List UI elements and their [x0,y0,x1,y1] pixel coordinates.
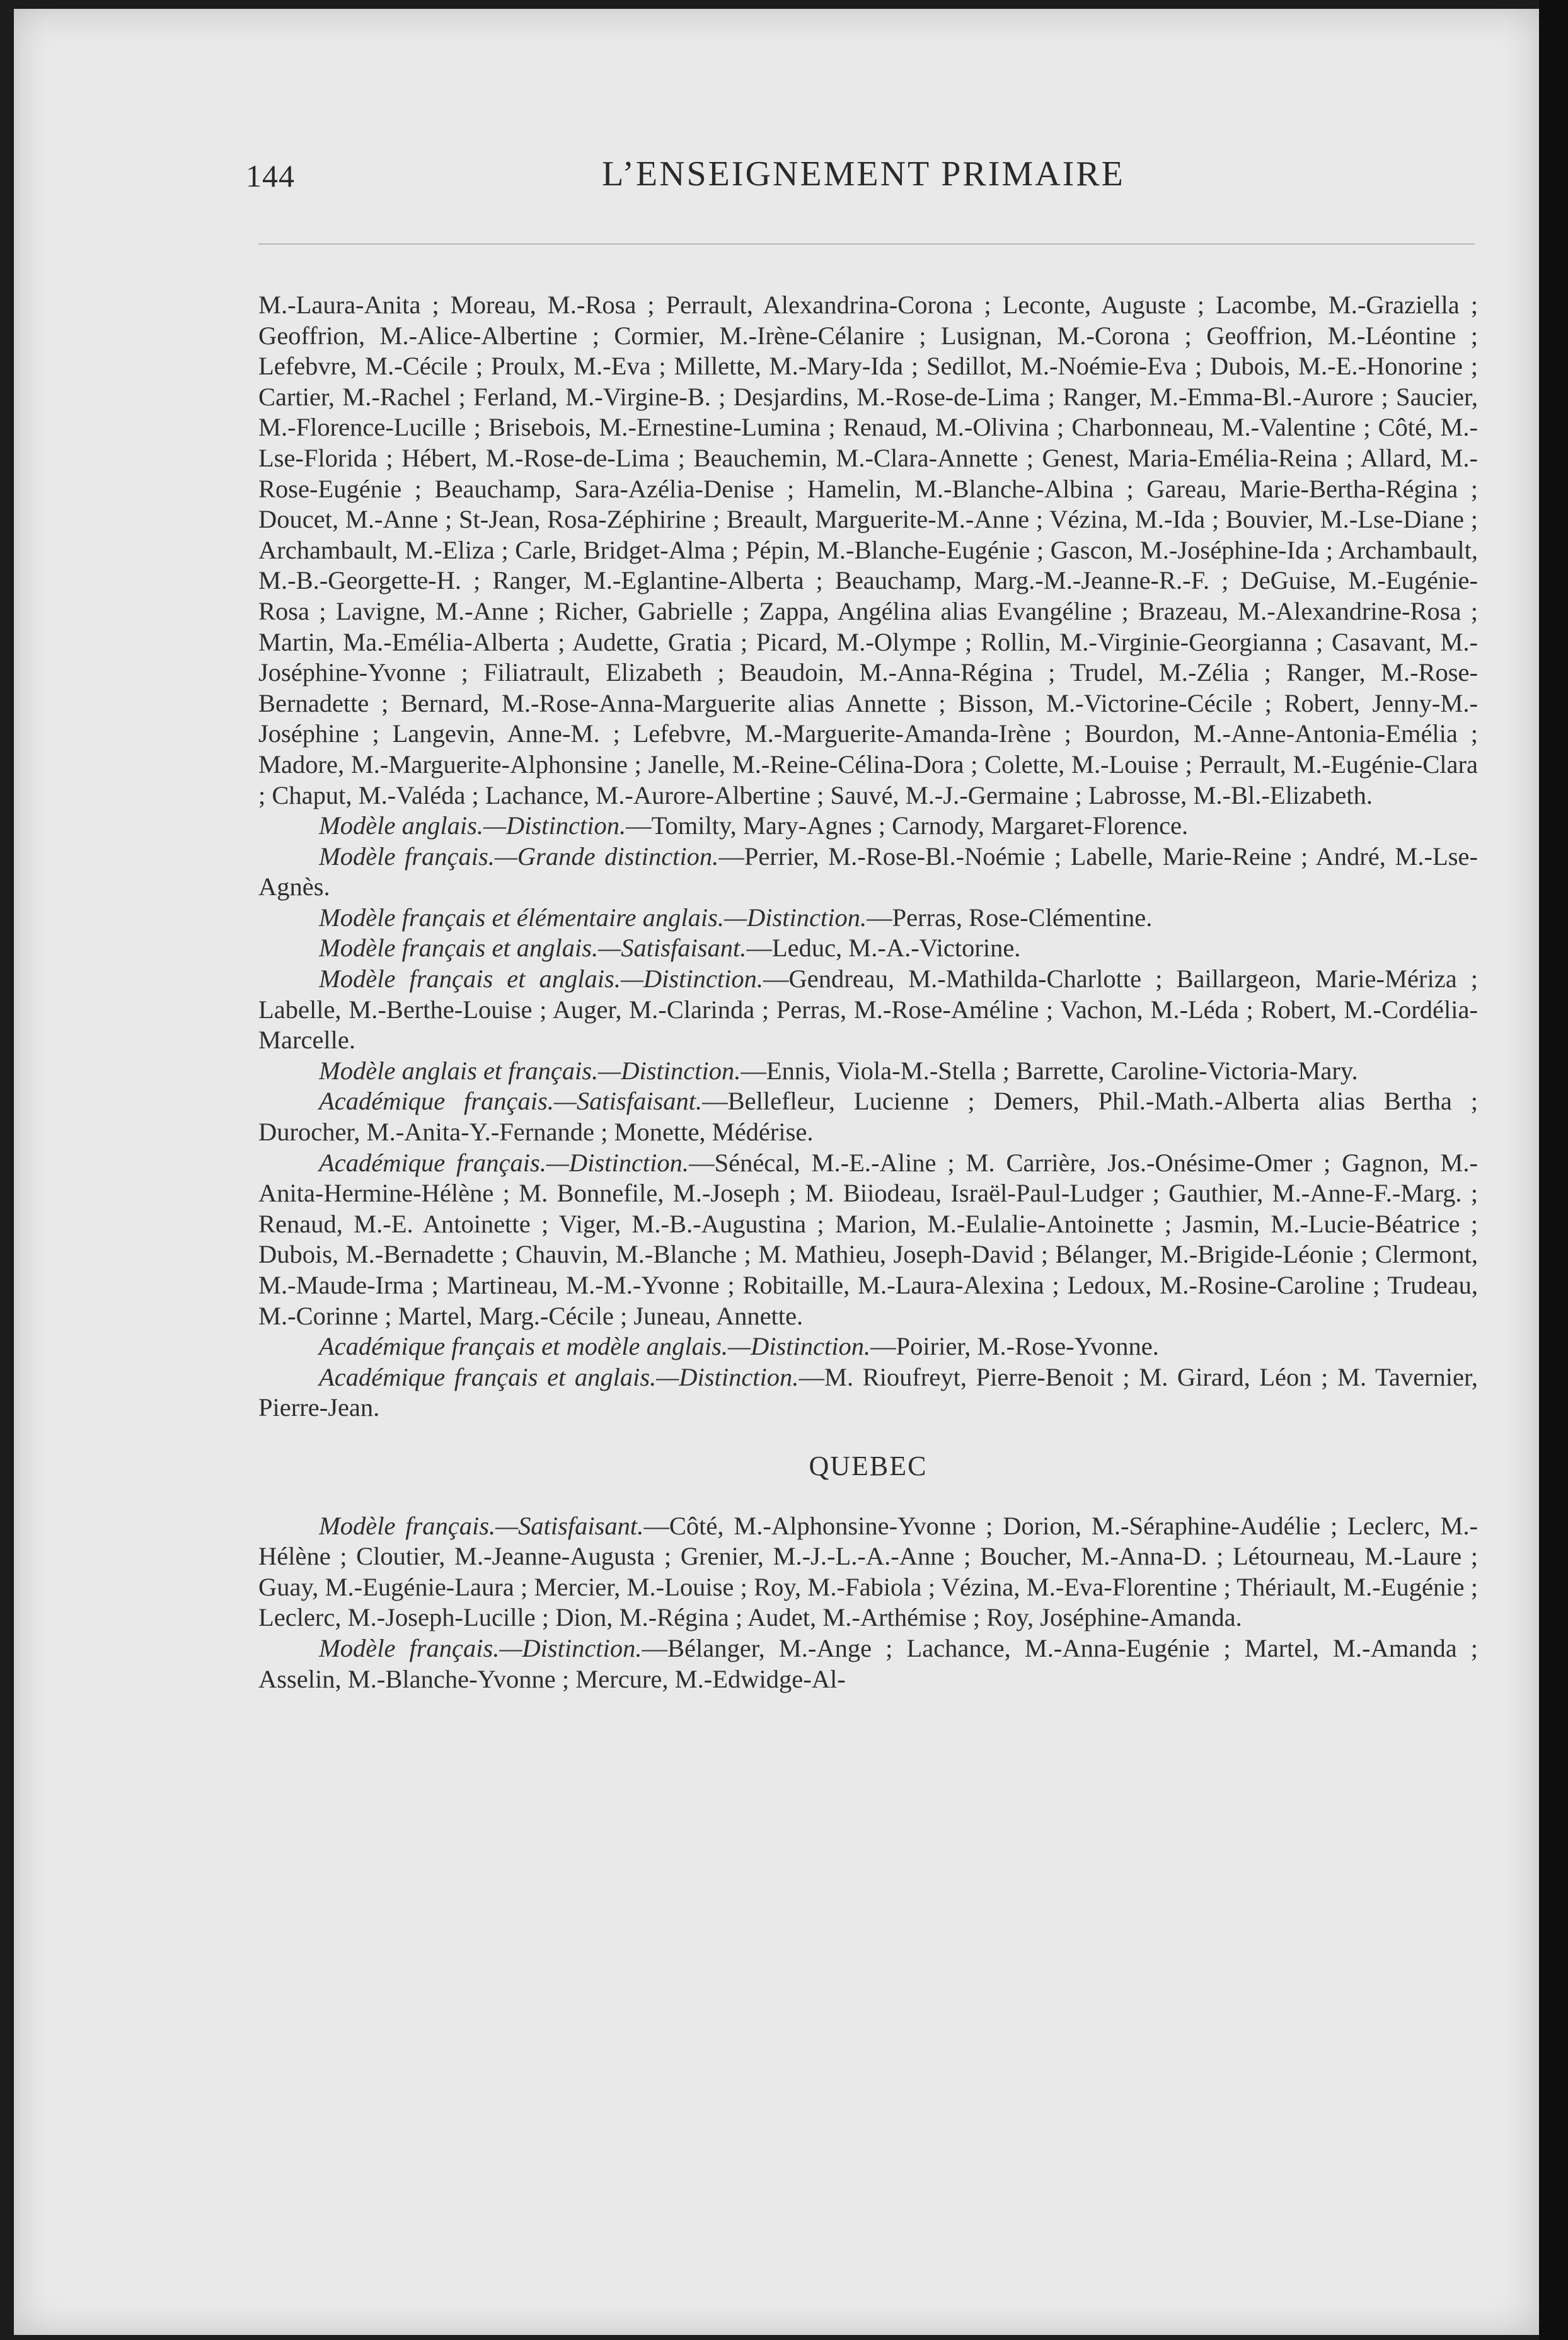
running-title: L’ENSEIGNEMENT PRIMAIRE [602,154,1125,194]
list-top [258,290,1478,1423]
award-paragraph [258,933,1478,964]
award-names: —Ennis, Viola-M.-Stella ; Barrette, Caroline-Victoria-Mary. [741,1056,1358,1085]
scan-edge [1539,0,1568,2340]
award-paragraph [258,1331,1478,1362]
award-names: —M. Rioufreyt, Pierre-Benoit ; M. Girard, Léon ; M. Tavernier, Pierre-Jean. [258,1362,1479,1422]
award-category: Modèle français et anglais.—Distinction. [319,964,764,993]
award-names: —Gendreau, M.-Mathilda-Charlotte ; Baillargeon, Marie-Mériza ; Labelle, M.-Berthe-Louise ; Auger, M.-Clarinda ; Perras, M.-Rose-Améline ; Vachon, M.-Léda ; Robert, M.-Cordélia-Marcelle. [258,964,1478,1055]
award-paragraph [258,811,1478,842]
award-names: —Perrier, M.-Rose-Bl.-Noémie ; Labelle, Marie-Reine ; André, M.-Lse-Agnès. [258,842,1479,901]
award-paragraph [258,290,1478,811]
page-number: 144 [246,158,295,194]
award-names: —Bélanger, M.-Ange ; Lachance, M.-Anna-Eugénie ; Martel, M.-Amanda ; Asselin, M.-Blanche-Yvonne ; Mercure, M.-Edwidge-Al- [258,1633,1478,1693]
award-names: —Bellefleur, Lucienne ; Demers, Phil.-Math.-Alberta alias Bertha ; Durocher, M.-Anita-Y.-Fernande ; Monette, Médérise. [258,1087,1478,1147]
page-header [246,146,1481,203]
header-rule [258,243,1475,245]
section-title-quebec: QUEBEC [809,1450,928,1481]
award-category: Académique français et modèle anglais.—Distinction. [319,1332,871,1361]
award-names: —Sénécal, M.-E.-Aline ; M. Carrière, Jos.-Onésime-Omer ; Gagnon, M.-Anita-Hermine-Hélène ; M. Bonnefile, M.-Joseph ; M. Biiodeau, Israël-Paul-Ludger ; Gauthier, M.-Anne-F.-Marg. ; Renaud, M.-E. Antoinette ; Viger, M.-B.-Augustina ; Marion, M.-Eulalie-Antoinette ; Jasmin, M.-Lucie-Béatrice ; Dubois, M.-Bernadette ; Chauvin, M.-Blanche ; M. Mathieu, Joseph-David ; Bélanger, M.-Brigide-Léonie ; Clermont, M.-Maude-Irma ; Martineau, M.-M.-Yvonne ; Robitaille, M.-Laura-Alexina ; Ledoux, M.-Rosine-Caroline ; Trudeau, M.-Corinne ; Martel, Marg.-Cécile ; Juneau, Annette. [258,1148,1478,1330]
award-paragraph [258,1148,1478,1332]
award-category: Modèle français.—Distinction. [319,1633,642,1662]
award-paragraph [258,903,1478,934]
award-category: Académique français et anglais.—Distinction. [319,1362,799,1391]
award-category: Académique français.—Distinction. [319,1148,689,1177]
award-paragraph [258,964,1478,1056]
award-paragraph [258,842,1478,903]
award-category: Académique français.—Satisfaisant. [319,1087,703,1116]
body-text [258,290,1478,1694]
list-bottom [258,1511,1478,1695]
award-category: Modèle anglais.—Distinction. [319,811,626,840]
award-paragraph [258,1086,1478,1147]
award-names: —Perras, Rose-Clémentine. [867,903,1153,932]
award-names: M.-Laura-Anita ; Moreau, M.-Rosa ; Perrault, Alexandrina-Corona ; Leconte, Auguste ; Lacombe, M.-Graziella ; Geoffrion, M.-Alice-Albertine ; Cormier, M.-Irène-Célanire ; Lusignan, M.-Corona ; Geoffrion, M.-Léontine ; Lefebvre, M.-Cécile ; Proulx, M.-Eva ; Millette, M.-Mary-Ida ; Sedillot, M.-Noémie-Eva ; Dubois, M.-E.-Honorine ; Cartier, M.-Rachel ; Ferland, M.-Virgine-B. ; Desjardins, M.-Rose-de-Lima ; Ranger, M.-Emma-Bl.-Aurore ; Saucier, M.-Florence-Lucille ; Brisebois, M.-Ernestine-Lumina ; Renaud, M.-Olivina ; Charbonneau, M.-Valentine ; Côté, M.-Lse-Florida ; Hébert, M.-Rose-de-Lima ; Beauchemin, M.-Clara-Annette ; Genest, Maria-Emélia-Reina ; Allard, M.-Rose-Eugénie ; Beauchamp, Sara-Azélia-Denise ; Hamelin, M.-Blanche-Albina ; Gareau, Marie-Bertha-Régina ; Doucet, M.-Anne ; St-Jean, Rosa-Zéphirine ; Breault, Marguerite-M.-Anne ; Vézina, M.-Ida ; Bouvier, M.-Lse-Diane ; Archambault, M.-Eliza ; Carle, Bridget-Alma ; Pépin, M.-Blanche-Eugénie ; Gascon, M.-Joséphine-Ida ; Archambault, M.-B.-Georgette-H. ; Ranger, M.-Eglantine-Alberta ; Beauchamp, Marg.-M.-Jeanne-R.-F. ; DeGuise, M.-Eugénie-Rosa ; Lavigne, M.-Anne ; Richer, Gabrielle ; Zappa, Angélina alias Evangéline ; Brazeau, M.-Alexandrine-Rosa ; Martin, Ma.-Emélia-Alberta ; Audette, Gratia ; Picard, M.-Olympe ; Rollin, M.-Virginie-Georgianna ; Casavant, M.-Joséphine-Yvonne ; Filiatrault, Elizabeth ; Beaudoin, M.-Anna-Régina ; Trudel, M.-Zélia ; Ranger, M.-Rose-Bernadette ; Bernard, M.-Rose-Anna-Marguerite alias Annette ; Bisson, M.-Victorine-Cécile ; Robert, Jenny-M.-Joséphine ; Langevin, Anne-M. ; Lefebvre, M.-Marguerite-Amanda-Irène ; Bourdon, M.-Anne-Antonia-Emélia ; Madore, M.-Marguerite-Alphonsine ; Janelle, M.-Reine-Célina-Dora ; Colette, M.-Louise ; Perrault, M.-Eugénie-Clara ; Chaput, M.-Valéda ; Lachance, M.-Aurore-Albertine ; Sauvé, M.-J.-Germaine ; Labrosse, M.-Bl.-Elizabeth. [258,291,1478,809]
award-paragraph [258,1362,1478,1423]
award-names: —Côté, M.-Alphonsine-Yvonne ; Dorion, M.-Séraphine-Audélie ; Leclerc, M.-Hélène ; Cloutier, M.-Jeanne-Augusta ; Grenier, M.-J.-L.-A.-Anne ; Boucher, M.-Anna-D. ; Létourneau, M.-Laure ; Guay, M.-Eugénie-Laura ; Mercier, M.-Louise ; Roy, M.-Fabiola ; Vézina, M.-Eva-Florentine ; Thériault, M.-Eugénie ; Leclerc, M.-Joseph-Lucille ; Dion, M.-Régina ; Audet, M.-Arthémise ; Roy, Joséphine-Amanda. [258,1511,1478,1632]
award-names: —Leduc, M.-A.-Victorine. [746,934,1021,963]
award-category: Modèle français et élémentaire anglais.—Distinction. [319,903,867,932]
award-names: —Tomilty, Mary-Agnes ; Carnody, Margaret-Florence. [626,811,1189,840]
award-category: Modèle anglais et français.—Distinction. [319,1056,741,1085]
award-paragraph [258,1056,1478,1087]
award-category: Modèle français.—Satisfaisant. [319,1511,644,1540]
award-paragraph [258,1633,1478,1694]
award-category: Modèle français.—Grande distinction. [319,842,719,871]
award-paragraph [258,1511,1478,1633]
award-category: Modèle français et anglais.—Satisfaisant. [319,934,747,963]
award-names: —Poirier, M.-Rose-Yvonne. [870,1332,1159,1361]
